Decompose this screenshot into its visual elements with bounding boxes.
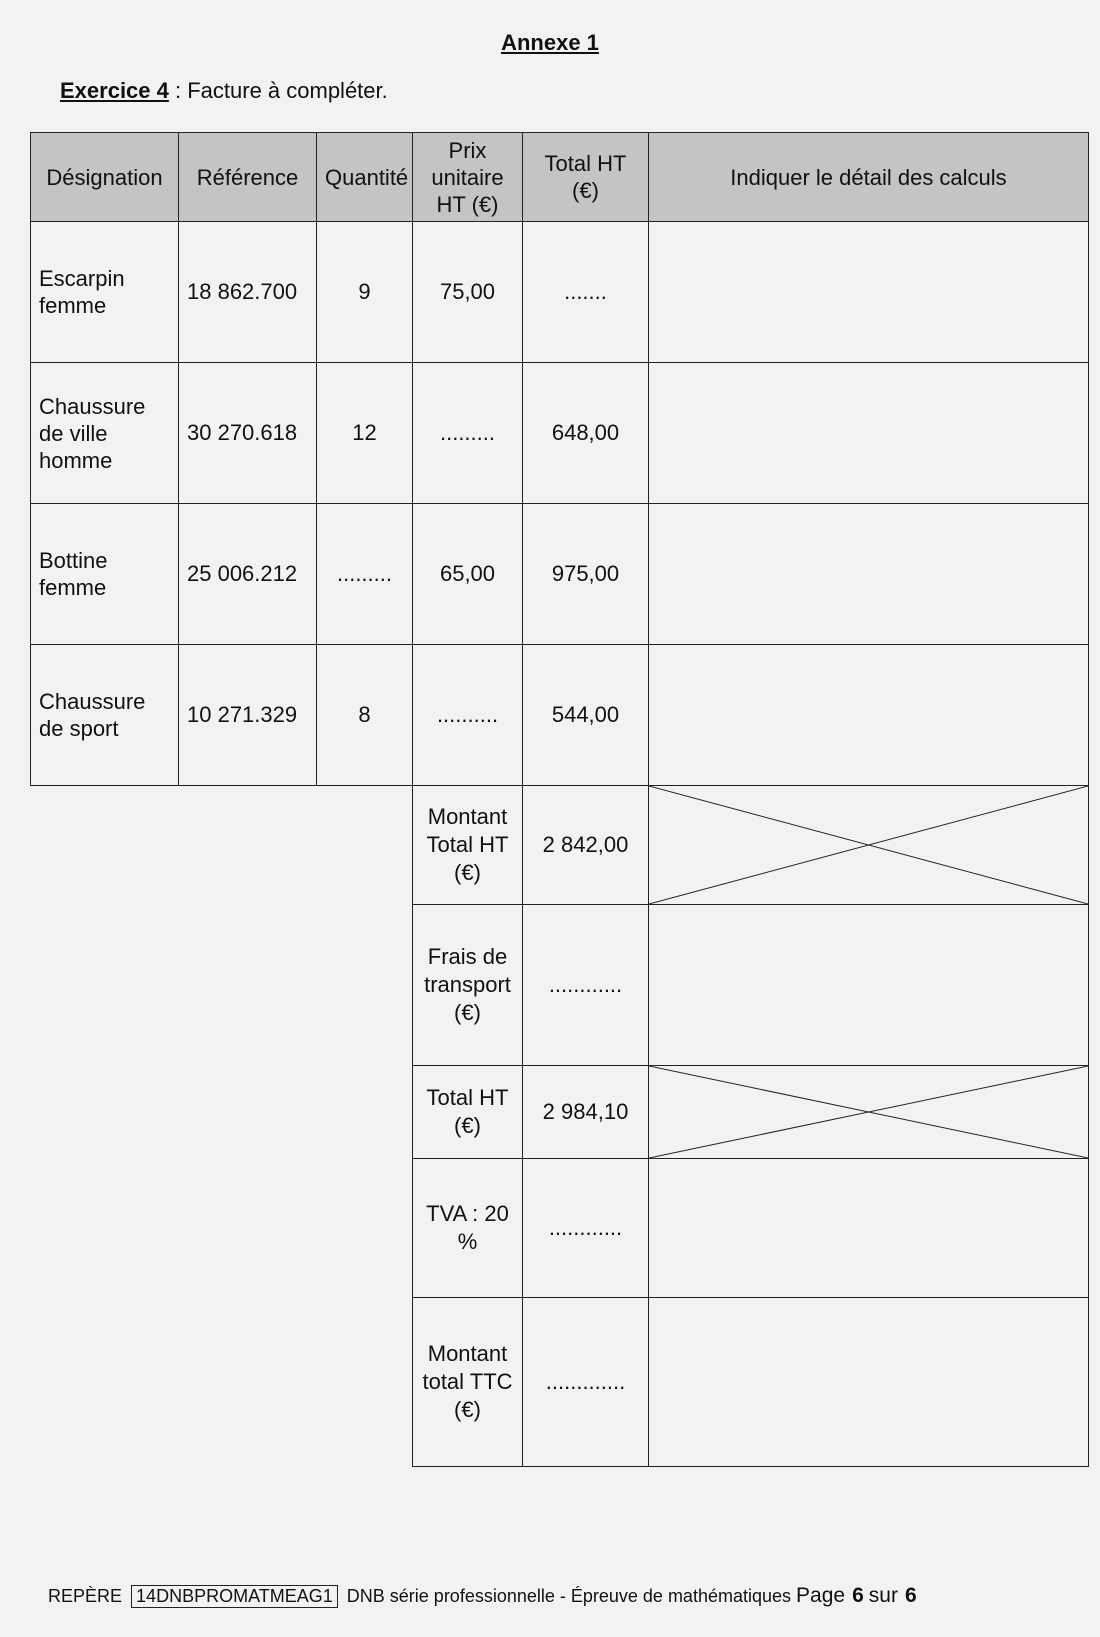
annexe-title: Annexe 1 bbox=[501, 30, 599, 55]
cell-detail[interactable] bbox=[649, 1298, 1089, 1467]
invoice-table bbox=[30, 132, 1089, 1467]
cell-reference: 25 006.212 bbox=[179, 504, 317, 645]
cell-reference: 30 270.618 bbox=[179, 363, 317, 504]
table-row bbox=[31, 645, 1089, 786]
cell-reference: 18 862.700 bbox=[179, 222, 317, 363]
cell-total-ht: 975,00 bbox=[523, 504, 649, 645]
page-footer bbox=[48, 1584, 917, 1608]
header-quantite: Quantité bbox=[317, 133, 413, 222]
summary-value: ............ bbox=[523, 905, 649, 1066]
summary-row-montant-total-ht bbox=[31, 786, 1089, 905]
summary-value: 2 984,10 bbox=[523, 1066, 649, 1159]
cell-prix-unitaire: 65,00 bbox=[413, 504, 523, 645]
header-designation: Désignation bbox=[31, 133, 179, 222]
cell-quantite: 9 bbox=[317, 222, 413, 363]
cell-reference: 10 271.329 bbox=[179, 645, 317, 786]
summary-label: Montant Total HT (€) bbox=[413, 786, 523, 905]
cell-prix-unitaire: ......... bbox=[413, 363, 523, 504]
summary-spacer bbox=[31, 1159, 413, 1298]
header-reference: Référence bbox=[179, 133, 317, 222]
cell-designation: Bottine femme bbox=[31, 504, 179, 645]
crossed-out-cell bbox=[649, 1066, 1089, 1159]
table-row bbox=[31, 504, 1089, 645]
cell-designation: Chaussure de sport bbox=[31, 645, 179, 786]
cell-detail[interactable] bbox=[649, 1159, 1089, 1298]
summary-label: Montant total TTC (€) bbox=[413, 1298, 523, 1467]
exercise-label: Exercice 4 bbox=[60, 78, 169, 103]
footer-description: DNB série professionnelle - Épreuve de mathématiques bbox=[346, 1586, 792, 1606]
repere-label: REPÈRE bbox=[48, 1586, 123, 1606]
cell-total-ht: ....... bbox=[523, 222, 649, 363]
crossed-out-cell bbox=[649, 786, 1089, 905]
summary-spacer bbox=[31, 786, 413, 905]
header-detail: Indiquer le détail des calculs bbox=[649, 133, 1089, 222]
header-total-ht: Total HT (€) bbox=[523, 133, 649, 222]
summary-label: Frais de transport (€) bbox=[413, 905, 523, 1066]
cell-quantite: ......... bbox=[317, 504, 413, 645]
cell-detail[interactable] bbox=[649, 645, 1089, 786]
page-current: 6 bbox=[852, 1584, 864, 1607]
exercise-separator: : bbox=[168, 78, 188, 103]
cell-prix-unitaire: .......... bbox=[413, 645, 523, 786]
cell-detail[interactable] bbox=[649, 905, 1089, 1066]
summary-spacer bbox=[31, 1066, 413, 1159]
cell-designation: Escarpin femme bbox=[31, 222, 179, 363]
cell-detail[interactable] bbox=[649, 222, 1089, 363]
summary-row-montant-ttc bbox=[31, 1298, 1089, 1467]
summary-spacer bbox=[31, 905, 413, 1066]
table-row bbox=[31, 222, 1089, 363]
cell-quantite: 8 bbox=[317, 645, 413, 786]
summary-row-total-ht bbox=[31, 1066, 1089, 1159]
page-sep: sur bbox=[868, 1584, 898, 1607]
summary-label: Total HT (€) bbox=[413, 1066, 523, 1159]
header-row bbox=[31, 133, 1089, 222]
repere-code: 14DNBPROMATMEAG1 bbox=[131, 1585, 338, 1608]
cell-detail[interactable] bbox=[649, 504, 1089, 645]
page-word: Page bbox=[796, 1584, 846, 1607]
summary-row-frais-transport bbox=[31, 905, 1089, 1066]
summary-label: TVA : 20 % bbox=[413, 1159, 523, 1298]
header-prix-unitaire: Prix unitaire HT (€) bbox=[413, 133, 523, 222]
summary-value: ............ bbox=[523, 1159, 649, 1298]
summary-value: 2 842,00 bbox=[523, 786, 649, 905]
summary-spacer bbox=[31, 1298, 413, 1467]
exercise-text: Facture à compléter. bbox=[187, 78, 388, 103]
cell-detail[interactable] bbox=[649, 363, 1089, 504]
summary-row-tva bbox=[31, 1159, 1089, 1298]
cell-prix-unitaire: 75,00 bbox=[413, 222, 523, 363]
summary-value: ............. bbox=[523, 1298, 649, 1467]
table-row bbox=[31, 363, 1089, 504]
page-total: 6 bbox=[905, 1584, 917, 1607]
cell-total-ht: 544,00 bbox=[523, 645, 649, 786]
exercise-heading bbox=[60, 78, 388, 104]
cell-quantite: 12 bbox=[317, 363, 413, 504]
cell-designation: Chaussure de ville homme bbox=[31, 363, 179, 504]
cell-total-ht: 648,00 bbox=[523, 363, 649, 504]
